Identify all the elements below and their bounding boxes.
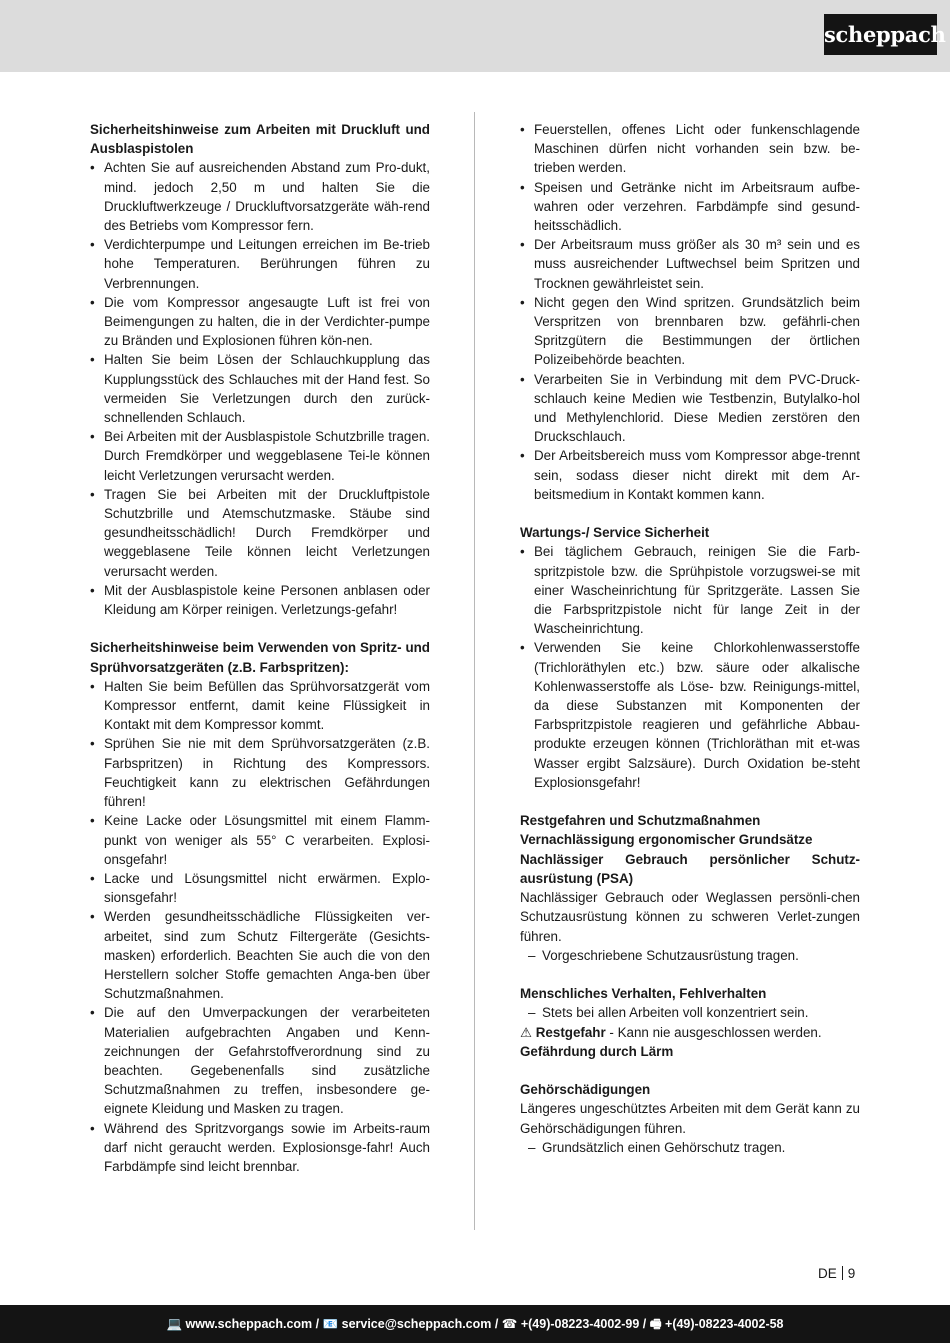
page-footer: 💻 www.scheppach.com / 📧 service@scheppach.com / ☎ +(49)-08223-4002-99 / 🖷 +(49)-08223-4002-58 <box>0 1305 950 1343</box>
list-item: • Speisen und Getränke nicht im Arbeitsraum aufbe-wahren oder verzehren. Farbdämpfe sind gesund-heitsschädlich. <box>520 178 860 236</box>
list-item: • Feuerstellen, offenes Licht oder funkenschlagende Maschinen dürfen nicht vorhanden sein bzw. be-trieben werden. <box>520 120 860 178</box>
list-item: • Achten Sie auf ausreichenden Abstand zum Pro-dukt, mind. jedoch 2,50 m und halten Sie die Druckluftwerkzeuge / Druckluftvorsatzgeräte wäh-rend des Betriebs vom Kompressor fern. <box>90 158 430 235</box>
right-column <box>520 120 860 1157</box>
column-divider <box>474 112 475 1230</box>
section-heading: Restgefahren und Schutzmaßnahmen <box>520 813 761 829</box>
list-item: • Sprühen Sie nie mit dem Sprühvorsatzgeräten (z.B. Farbspritzen) in Richtung des Kompressors. Feuchtigkeit kann zu elektrischen Gefährdungen führen! <box>90 734 430 811</box>
left-column <box>90 120 430 1176</box>
list-item: • Die auf den Umverpackungen der verarbeiteten Materialien aufgebrachten Angaben und Kenn-zeichnungen der Gefahrstoffverordnung sind zu beachten. Gegebenenfalls sind zusätzliche Schutzmaßnahmen zu treffen, insbesondere ge-eignete Kleidung und Masken zu tragen. <box>90 1003 430 1118</box>
bullet-list <box>90 158 430 619</box>
list-item: • Bei täglichem Gebrauch, reinigen Sie die Farb-spritzpistole bzw. die Sprühpistole vorzugswei-se mit einer Wascheinrichtung für Spritzgeräte. Lassen Sie die Farbspritzpistole nicht für lange Zeit in der Wascheinrichtung. <box>520 542 860 638</box>
page-number <box>818 1265 855 1283</box>
page-number-value: 9 <box>847 1266 856 1281</box>
bullet-list <box>520 120 860 504</box>
section-heading: Vernachlässigung ergonomischer Grundsätze <box>520 832 813 848</box>
section-heading: Nachlässiger Gebrauch persönlicher Schutz-ausrüstung (PSA) <box>520 851 860 886</box>
bullet-list <box>90 677 430 1176</box>
list-item: • Werden gesundheitsschädliche Flüssigkeiten ver-arbeitet, sind zum Schutz Filtergeräte (Gesichts-masken) erforderlich. Beachten Sie auch die von den Herstellern solcher Stoffe gemachten Anga-ben über Schutzmaßnahmen. <box>90 907 430 1003</box>
warning-label: Restgefahr <box>535 1024 606 1040</box>
section-heading: Gehörschädigungen <box>520 1082 651 1098</box>
page-lang: DE <box>818 1266 837 1281</box>
list-item: • Die vom Kompressor angesaugte Luft ist frei von Beimengungen zu halten, die in der Verdichter-pumpe zu Bränden und Explosionen führen kön-nen. <box>90 293 430 351</box>
section-heading: Wartungs-/ Service Sicherheit <box>520 525 710 541</box>
list-item: • Halten Sie beim Befüllen das Sprühvorsatzgerät vom Kompressor entfernt, damit keine Flüssigkeit in Kontakt mit dem Kompressor kommt. <box>90 677 430 735</box>
section-heading: Sicherheitshinweise zum Arbeiten mit Druckluft und Ausblaspistolen <box>90 122 430 157</box>
list-item: • Verwenden Sie keine Chlorkohlenwasserstoffe (Trichloräthylen etc.) bzw. säure oder alkalische Kohlenwasserstoffe als Löse- bzw. Reinigungs-mittel, da diese Substanzen mit Komponenten der Farbspritzpistole reagieren und gefährliche Abbau-produkte erzeugen können (Trichloräthan mit et-was Wasser ergibt Salzsäure). Durch Oxidation be-steht Explosionsgefahr! <box>520 638 860 792</box>
list-item: • Der Arbeitsbereich muss vom Kompressor abge-trennt sein, sodass dieser nicht direkt mit dem Ar-beitsmedium in Kontakt kommen kann. <box>520 446 860 504</box>
bullet-list <box>520 542 860 792</box>
list-item: • Mit der Ausblaspistole keine Personen anblasen oder Kleidung am Körper reinigen. Verletzungs-gefahr! <box>90 581 430 619</box>
page-header <box>0 0 950 72</box>
list-item: • Halten Sie beim Lösen der Schlauchkupplung das Kupplungsstück des Schlauches mit der Hand fest. So vermeiden Sie Verletzungen durch den zurück-schnellenden Schlauch. <box>90 350 430 427</box>
section-heading: Menschliches Verhalten, Fehlverhalten <box>520 986 767 1002</box>
list-item: – Stets bei allen Arbeiten voll konzentriert sein. <box>520 1003 860 1022</box>
list-item: • Nicht gegen den Wind spritzen. Grundsätzlich beim Verspritzen von brennbaren bzw. gefährli-chen Spritzgütern die Bestimmungen der örtlichen Polizeibehörde beachten. <box>520 293 860 370</box>
dash-list <box>520 1138 860 1157</box>
list-item: – Grundsätzlich einen Gehörschutz tragen. <box>520 1138 860 1157</box>
list-item: • Bei Arbeiten mit der Ausblaspistole Schutzbrille tragen. Durch Fremdkörper und weggeblasene Tei-le können leicht Verletzungen verursacht werden. <box>90 427 430 485</box>
list-item: – Vorgeschriebene Schutzausrüstung tragen. <box>520 946 860 965</box>
paragraph: Nachlässiger Gebrauch oder Weglassen persönli-chen Schutzausrüstung können zu schweren Verlet-zungen führen. <box>520 890 860 944</box>
list-item: • Während des Spritzvorgangs sowie im Arbeits-raum darf nicht geraucht werden. Explosionsge-fahr! Auch Farbdämpfe sind leicht brennbar. <box>90 1119 430 1177</box>
warning-line <box>520 1023 860 1042</box>
dash-list <box>520 1003 860 1022</box>
scheppach-logo: scheppach <box>824 14 937 55</box>
warning-icon: ⚠ <box>520 1024 533 1040</box>
warning-text: - Kann nie ausgeschlossen werden. <box>605 1024 822 1040</box>
list-item: • Keine Lacke oder Lösungsmittel mit einem Flamm-punkt von weniger als 55° C verarbeiten. Explosi-onsgefahr! <box>90 811 430 869</box>
list-item: • Der Arbeitsraum muss größer als 30 m³ sein und es muss ausreichender Luftwechsel beim Spritzen und Trocknen gewährleistet sein. <box>520 235 860 293</box>
list-item: • Verdichterpumpe und Leitungen erreichen im Be-trieb hohe Temperaturen. Berührungen führen zu Verbrennungen. <box>90 235 430 293</box>
paragraph: Längeres ungeschütztes Arbeiten mit dem Gerät kann zu Gehörschädigungen führen. <box>520 1101 860 1136</box>
list-item: • Verarbeiten Sie in Verbindung mit dem PVC-Druck-schlauch keine Medien wie Testbenzin, Butylalko-hol und Methylenchlorid. Diese Medien zerstören den Druckschlauch. <box>520 370 860 447</box>
section-heading: Gefährdung durch Lärm <box>520 1043 674 1059</box>
section-heading: Sicherheitshinweise beim Verwenden von Spritz- und Sprühvorsatzgeräten (z.B. Farbspritzen): <box>90 640 430 675</box>
list-item: • Tragen Sie bei Arbeiten mit der Druckluftpistole Schutzbrille und Atemschutzmaske. Stäube sind gesundheitsschädlich! Durch Fremdkörper und weggeblasene Teile können leicht Verletzungen verursacht werden. <box>90 485 430 581</box>
list-item: • Lacke und Lösungsmittel nicht erwärmen. Explo-sionsgefahr! <box>90 869 430 907</box>
dash-list <box>520 946 860 965</box>
